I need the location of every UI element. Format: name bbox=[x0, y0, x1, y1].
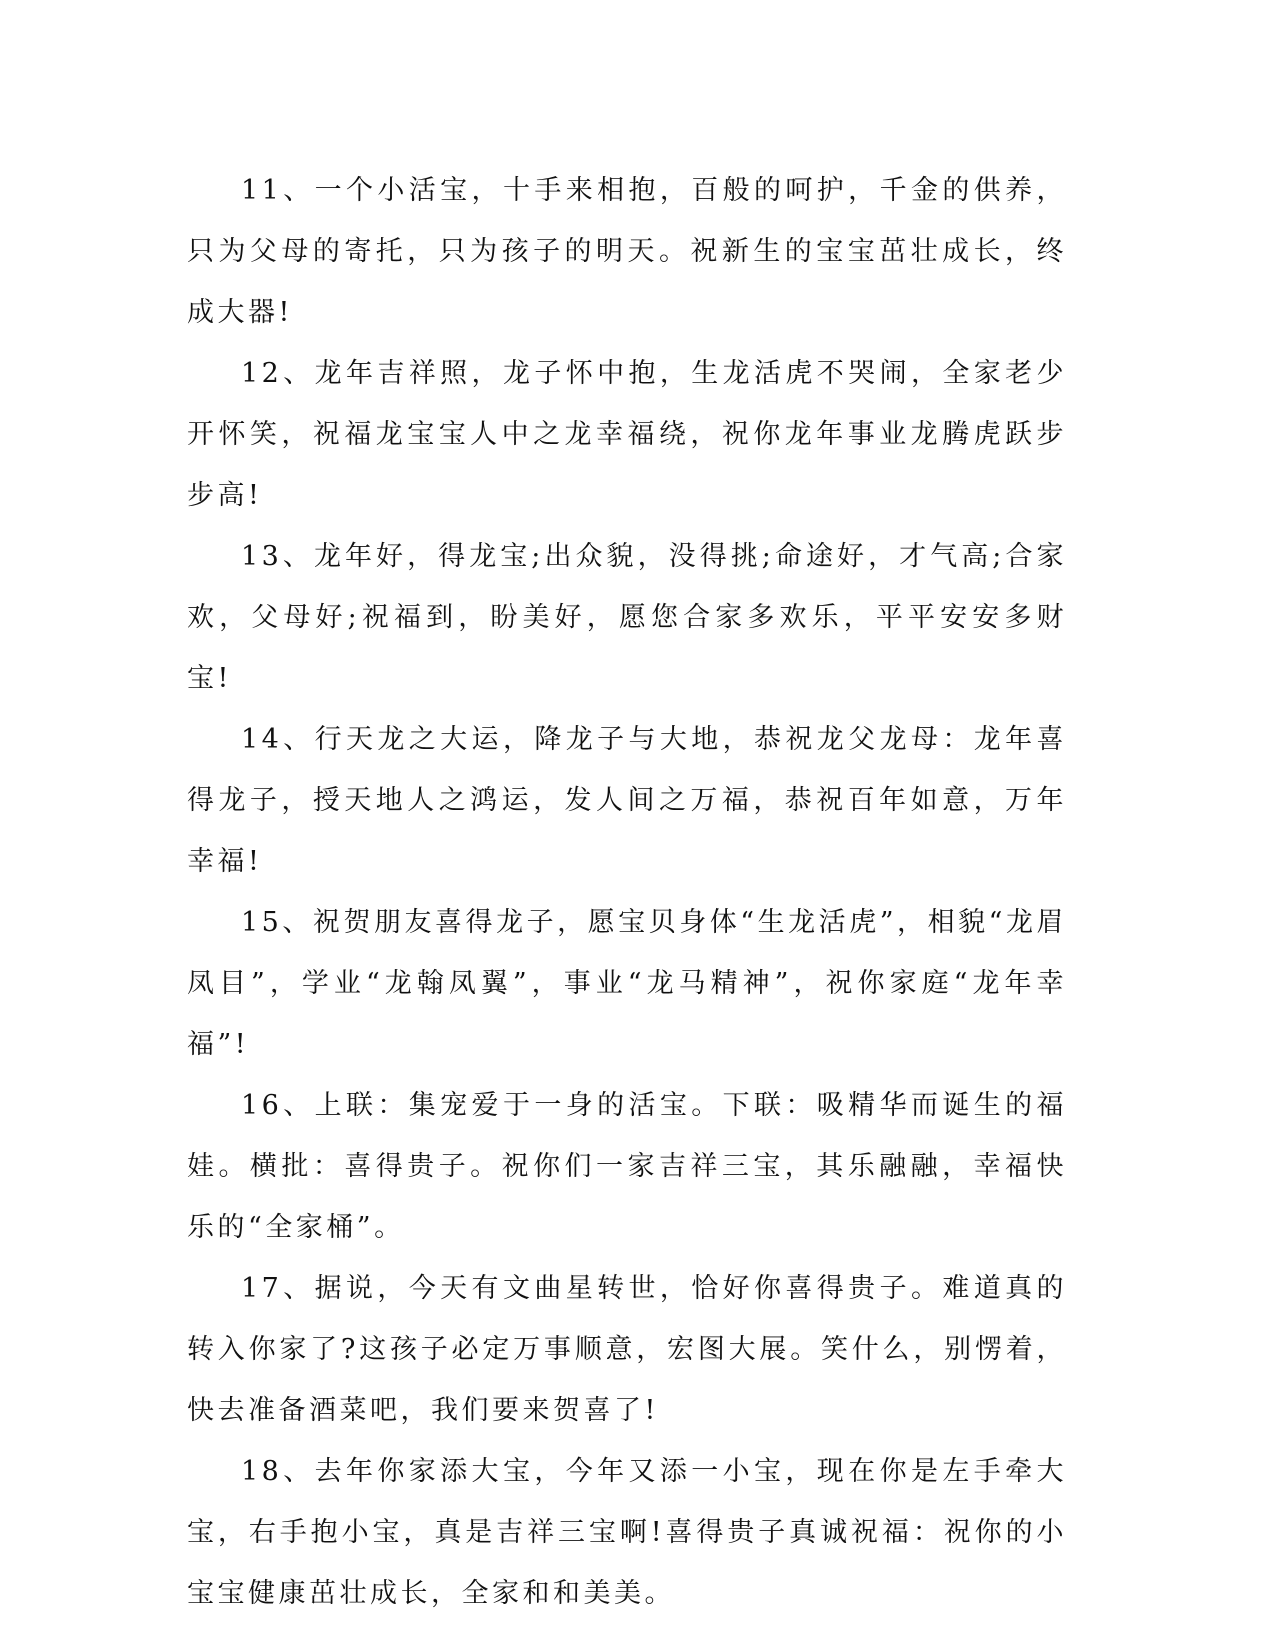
paragraph-15: 15、祝贺朋友喜得龙子，愿宝贝身体“生龙活虎”，相貌“龙眉凤目”，学业“龙翰凤翼”，事业“龙马精神”，祝你家庭“龙年幸福”! bbox=[187, 907, 1067, 1060]
paragraph-16: 16、上联：集宠爱于一身的活宝。下联：吸精华而诞生的福娃。横批：喜得贵子。祝你们一家吉祥三宝，其乐融融，幸福快乐的“全家桶”。 bbox=[187, 1090, 1067, 1243]
paragraph-14: 14、行天龙之大运，降龙子与大地，恭祝龙父龙母：龙年喜得龙子，授天地人之鸿运，发人间之万福，恭祝百年如意，万年幸福! bbox=[187, 724, 1067, 877]
paragraph-13: 13、龙年好，得龙宝;出众貌，没得挑;命途好，才气高;合家欢，父母好;祝福到，盼美好，愿您合家多欢乐，平平安安多财宝! bbox=[187, 541, 1067, 694]
paragraph-12: 12、龙年吉祥照，龙子怀中抱，生龙活虎不哭闹，全家老少开怀笑，祝福龙宝宝人中之龙幸福绕，祝你龙年事业龙腾虎跃步步高! bbox=[187, 358, 1067, 511]
paragraph-18: 18、去年你家添大宝，今年又添一小宝，现在你是左手牵大宝，右手抱小宝，真是吉祥三宝啊!喜得贵子真诚祝福：祝你的小宝宝健康茁壮成长，全家和和美美。 bbox=[187, 1456, 1067, 1609]
paragraph-11: 11、一个小活宝，十手来相抱，百般的呵护，千金的供养，只为父母的寄托，只为孩子的明天。祝新生的宝宝茁壮成长，终成大器! bbox=[187, 175, 1067, 328]
document-body bbox=[187, 160, 1067, 1624]
paragraph-17: 17、据说，今天有文曲星转世，恰好你喜得贵子。难道真的转入你家了?这孩子必定万事顺意，宏图大展。笑什么，别愣着，快去准备酒菜吧，我们要来贺喜了! bbox=[187, 1273, 1067, 1426]
